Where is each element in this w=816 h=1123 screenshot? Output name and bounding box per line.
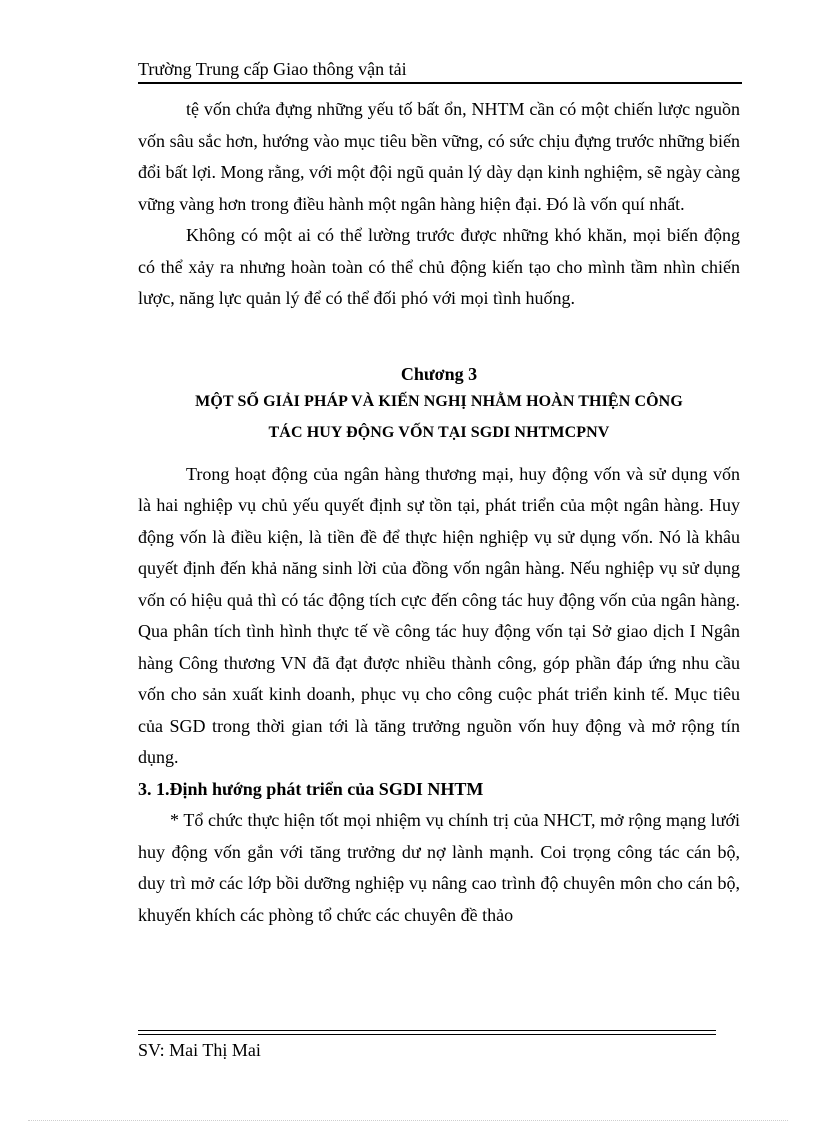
paragraph-strategy: tệ vốn chứa đựng những yếu tố bất ổn, NHTM cần có một chiến lược nguồn vốn sâu sắc hơn, hướng vào mục tiêu bền vững, có sức chịu đựng trước những biến đổi bất lợi. Mong rằng, với một đội ngũ quản lý dày dạn kinh nghiệm, sẽ ngày càng vững vàng hơn trong điều hành một ngân hàng hiện đại. Đó là vốn quí nhất. xyxy=(138,99,740,214)
paragraph-bullet: * Tổ chức thực hiện tốt mọi nhiệm vụ chính trị của NHCT, mở rộng mạng lưới huy động vốn gắn với tăng trưởng dư nợ lành mạnh. Coi trọng công tác cán bộ, duy trì mở các lớp bồi dưỡng nghiệp vụ nâng cao trình độ chuyên môn cho cán bộ, khuyến khích các phòng tổ chức các chuyên đề thảo xyxy=(138,810,740,925)
document-body xyxy=(138,94,740,931)
section-heading: 3. 1.Định hướng phát triển của SGDI NHTM xyxy=(138,778,484,799)
footer-divider xyxy=(138,1030,716,1035)
paragraph-foresight: Không có một ai có thể lường trước được những khó khăn, mọi biến động có thể xảy ra nhưng hoàn toàn có thể chủ động kiến tạo cho mình tầm nhìn chiến lược, năng lực quản lý để có thể đối phó với mọi tình huống. xyxy=(138,225,740,308)
student-name: SV: Mai Thị Mai xyxy=(138,1040,261,1060)
page-header xyxy=(138,58,742,84)
chapter-title xyxy=(138,386,740,448)
page-footer xyxy=(138,1039,261,1061)
page-edge-divider xyxy=(28,1120,788,1121)
paragraph-intro: Trong hoạt động của ngân hàng thương mại, huy động vốn và sử dụng vốn là hai nghiệp vụ chủ yếu quyết định sự tồn tại, phát triển của một ngân hàng. Huy động vốn là điều kiện, là tiền đề để thực hiện nghiệp vụ sử dụng vốn. Nó là khâu quyết định đến khả năng sinh lời của đồng vốn ngân hàng. Nếu nghiệp vụ sử dụng vốn có hiệu quả thì có tác động tích cực đến công tác huy động vốn của ngân hàng. Qua phân tích tình hình thực tế về công tác huy động vốn tại Sở giao dịch I Ngân hàng Công thương VN đã đạt được nhiều thành công, góp phần đáp ứng nhu cầu vốn cho sản xuất kinh doanh, phục vụ cho công cuộc phát triển kinh tế. Mục tiêu của SGD trong thời gian tới là tăng trưởng nguồn vốn huy động và mở rộng tín dụng. xyxy=(138,463,740,767)
school-name: Trường Trung cấp Giao thông vận tải xyxy=(138,59,407,79)
chapter-number: Chương 3 xyxy=(400,363,478,384)
chapter-title-line-2: TÁC HUY ĐỘNG VỐN TẠI SGDI NHTMCPNV xyxy=(268,423,610,441)
chapter-title-line-1: MỘT SỐ GIẢI PHÁP VÀ KIẾN NGHỊ NHẰM HOÀN THIỆN CÔNG xyxy=(195,392,683,410)
